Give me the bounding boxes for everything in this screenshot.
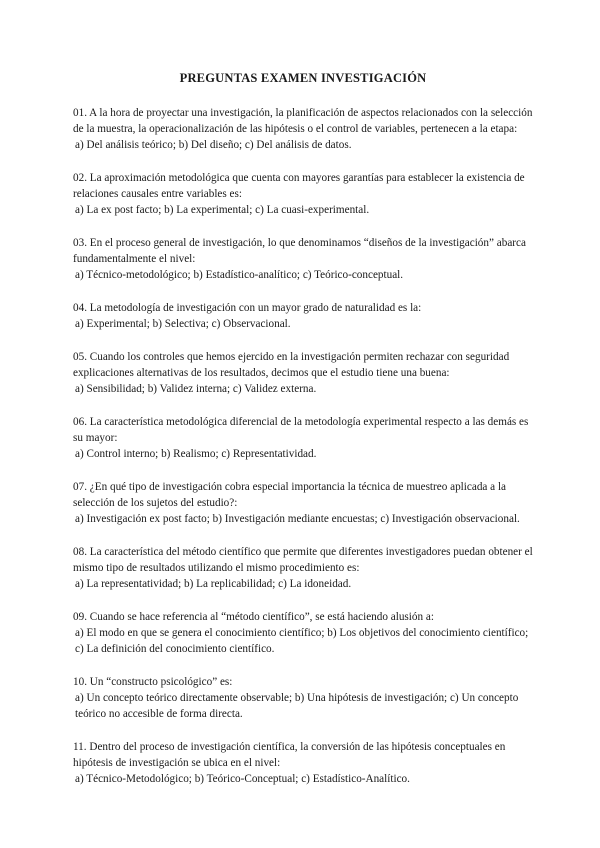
answer-options: a) Sensibilidad; b) Validez interna; c) Validez externa. [75,383,317,395]
question-text: 02. La aproximación metodológica que cuenta con mayores garantías para establecer la existencia de relaciones causales entre variables es: [73,172,525,200]
question-07 [73,479,533,527]
answer-options: a) Un concepto teórico directamente observable; b) Una hipótesis de investigación; c) Un concepto teórico no accesible de forma directa. [75,692,519,720]
question-text: 04. La metodología de investigación con un mayor grado de naturalidad es la: [73,302,422,314]
answer-options: a) Investigación ex post facto; b) Investigación mediante encuestas; c) Investigación observacional. [75,513,520,525]
answer-options: a) La ex post facto; b) La experimental; c) La cuasi-experimental. [75,204,370,216]
answer-options: a) Control interno; b) Realismo; c) Representatividad. [75,448,317,460]
question-04 [73,300,533,332]
question-09 [73,609,533,657]
question-text: 08. La característica del método científico que permite que diferentes investigadores puedan obtener el mismo tipo de resultados utilizando el mismo procedimiento es: [73,546,533,574]
answer-options: a) La representatividad; b) La replicabilidad; c) La idoneidad. [75,578,352,590]
question-10 [73,674,533,722]
question-03 [73,235,533,283]
question-01 [73,105,533,153]
question-08 [73,544,533,592]
answer-options: a) Del análisis teórico; b) Del diseño; c) Del análisis de datos. [75,139,352,151]
question-02 [73,170,533,218]
question-text: 10. Un “constructo psicológico” es: [73,676,233,688]
question-06 [73,414,533,462]
question-text: 09. Cuando se hace referencia al “método científico”, se está haciendo alusión a: [73,611,434,623]
question-text: 01. A la hora de proyectar una investigación, la planificación de aspectos relacionados con la selección de la muestra, la operacionalización de las hipótesis o el control de variables, pertenecen a la etapa: [73,107,533,135]
question-text: 11. Dentro del proceso de investigación científica, la conversión de las hipótesis conceptuales en hipótesis de investigación se ubica en el nivel: [73,741,506,769]
answer-options: a) Experimental; b) Selectiva; c) Observacional. [75,318,291,330]
page-title: PREGUNTAS EXAMEN INVESTIGACIÓN [179,71,427,85]
document-page [73,70,533,804]
question-11 [73,739,533,787]
answer-options: a) Técnico-metodológico; b) Estadístico-analítico; c) Teórico-conceptual. [75,269,404,281]
answer-options: a) El modo en que se genera el conocimiento científico; b) Los objetivos del conocimiento científico; c) La definición del conocimiento científico. [75,627,529,655]
question-text: 07. ¿En qué tipo de investigación cobra especial importancia la técnica de muestreo aplicada a la selección de los sujetos del estudio?: [73,481,507,509]
question-text: 03. En el proceso general de investigación, lo que denominamos “diseños de la investigación” abarca fundamentalmente el nivel: [73,237,526,265]
question-text: 06. La característica metodológica diferencial de la metodología experimental respecto a las demás es su mayor: [73,416,529,444]
question-text: 05. Cuando los controles que hemos ejercido en la investigación permiten rechazar con seguridad explicaciones alternativas de los resultados, decimos que el estudio tiene una buena: [73,351,510,379]
question-05 [73,349,533,397]
answer-options: a) Técnico-Metodológico; b) Teórico-Conceptual; c) Estadístico-Analítico. [75,773,410,785]
